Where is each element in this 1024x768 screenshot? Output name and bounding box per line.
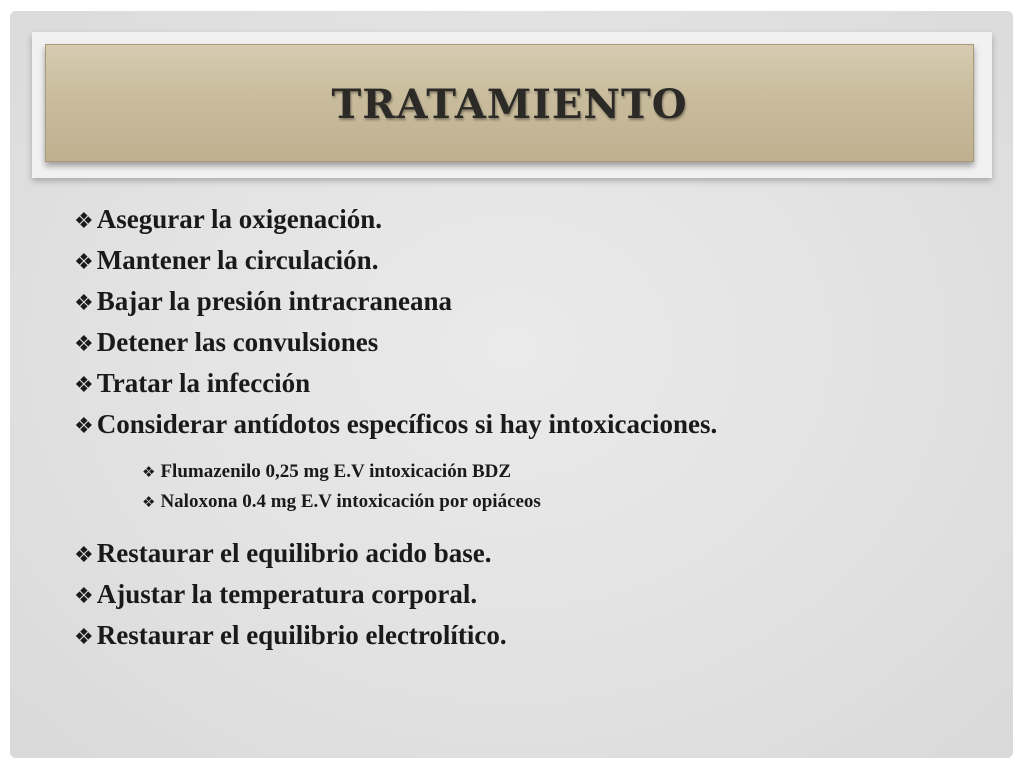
diamond-bullet-icon: ❖ — [74, 209, 94, 234]
list-item-text: Ajustar la temperatura corporal. — [96, 579, 478, 609]
list-item — [74, 199, 994, 240]
list-item-text: Restaurar el equilibrio electrolítico. — [96, 620, 507, 650]
list-item — [74, 615, 994, 656]
diamond-bullet-icon: ❖ — [74, 543, 94, 568]
slide-title: TRATAMIENTO — [331, 80, 688, 128]
list-item — [74, 240, 994, 281]
list-item — [74, 322, 994, 363]
sub-list-item-text: Flumazenilo 0,25 mg E.V intoxicación BDZ — [160, 461, 512, 482]
list-item-text: Considerar antídotos específicos si hay intoxicaciones. — [96, 409, 718, 439]
diamond-bullet-icon: ❖ — [74, 584, 94, 609]
sub-list-item — [142, 457, 994, 487]
title-bar — [45, 44, 974, 162]
list-item — [74, 533, 994, 574]
bullet-list — [74, 199, 994, 656]
list-item-text: Tratar la infección — [96, 368, 311, 398]
list-item — [74, 574, 994, 615]
list-item-text: Asegurar la oxigenación. — [96, 204, 382, 234]
diamond-bullet-icon: ❖ — [74, 414, 94, 439]
list-item — [74, 404, 994, 445]
diamond-bullet-icon: ❖ — [74, 373, 94, 398]
list-item — [74, 281, 994, 322]
diamond-bullet-icon: ❖ — [74, 291, 94, 316]
diamond-bullet-icon: ❖ — [74, 625, 94, 650]
spacer — [74, 445, 994, 457]
list-item — [74, 363, 994, 404]
slide — [10, 11, 1013, 758]
list-item-text: Mantener la circulación. — [96, 245, 379, 275]
diamond-bullet-icon: ❖ — [74, 250, 94, 275]
list-item-text: Restaurar el equilibrio acido base. — [96, 538, 492, 568]
diamond-bullet-icon: ❖ — [142, 463, 156, 481]
list-item-text: Bajar la presión intracraneana — [96, 286, 452, 316]
sub-list-item — [142, 487, 994, 517]
diamond-bullet-icon: ❖ — [74, 332, 94, 357]
spacer — [74, 517, 994, 533]
sub-list-item-text: Naloxona 0.4 mg E.V intoxicación por opiáceos — [160, 491, 541, 512]
diamond-bullet-icon: ❖ — [142, 493, 156, 511]
list-item-text: Detener las convulsiones — [96, 327, 379, 357]
